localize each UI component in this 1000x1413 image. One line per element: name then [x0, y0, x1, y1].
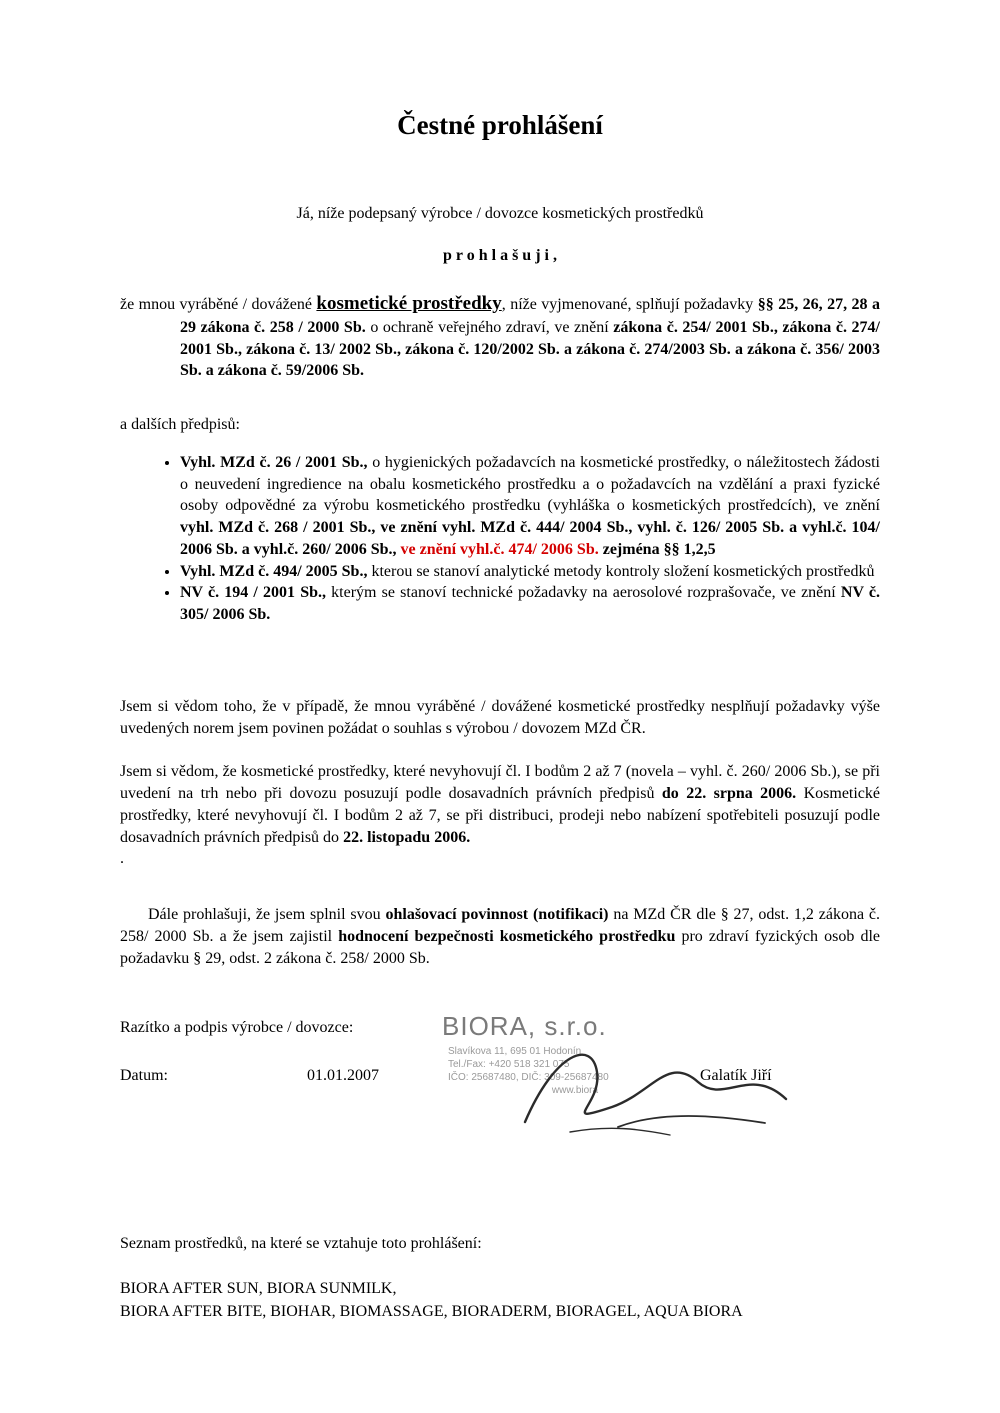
stamp-phone: Tel./Fax: +420 518 321 075	[448, 1059, 570, 1071]
signer-name: Galatík Jiří	[700, 1067, 772, 1085]
date-label: Datum:	[120, 1067, 168, 1085]
stamp-address: Slavíkova 11, 695 01 Hodonín	[448, 1046, 582, 1058]
notification-paragraph: Dále prohlašuji, že jsem splnil svou ohlašovací povinnost (notifikaci) na MZd ČR dle § 27, odst. 1,2 zákona č. 258/ 2000 Sb. a že jsem zajistil hodnocení bezpečnosti kosmetického prostředku pro zdraví fyzických osob dle požadavku § 29, odst. 2 zákona č. 258/ 2000 Sb.	[120, 906, 881, 967]
date-value: 01.01.2007	[307, 1067, 379, 1085]
signature-scribble	[500, 1027, 800, 1147]
intro-subject-line: Já, níže podepsaný výrobce / dovozce kosmetických prostředků	[296, 205, 704, 222]
signature-area	[120, 1011, 880, 1169]
product-list-heading: Seznam prostředků, na které se vztahuje toto prohlášení:	[120, 1235, 482, 1253]
stamp-company-name: BIORA, s.r.o.	[442, 1011, 607, 1042]
stamp-registration: IČO: 25687480, DIČ: 309-25687480	[448, 1072, 609, 1084]
stray-period: .	[120, 850, 124, 868]
document-title: Čestné prohlášení	[397, 110, 603, 140]
regulations-intro-label: a dalších předpisů:	[120, 416, 240, 434]
stamp-signature-label: Razítko a podpis výrobce / dovozce:	[120, 1019, 354, 1037]
awareness-paragraph-2: Jsem si vědom, že kosmetické prostředky, které nevyhovují čl. I bodům 2 až 7 (novela – vyhl. č. 260/ 2006 Sb.), se při uvedení na trh nebo při dovozu posuzují podle dosavadních právních předpisů do 22. srpna 2006. Kosmetické prostředky, které nevyhovují čl. I bodům 2 až 7, se při distribuci, prodeji nebo nabízení spotřebiteli posuzují podle dosavadních právních předpisů do 22. listopadu 2006.	[120, 763, 881, 846]
document-content	[0, 110, 1000, 1323]
stamp-website: www.biora	[551, 1085, 599, 1097]
awareness-paragraph-1: Jsem si vědom toho, že v případě, že mnou vyráběné / dovážené kosmetické prostředky nesplňují požadavky výše uvedených norem jsem povinen požádat o souhlas s výrobou / dovozem MZd ČR.	[120, 697, 880, 737]
product-line: BIORA AFTER BITE, BIOHAR, BIOMASSAGE, BIORADERM, BIORAGEL, AQUA BIORA	[120, 1303, 743, 1321]
declaration-keyword: p r o h l a š u j i ,	[443, 247, 557, 264]
product-line: BIORA AFTER SUN, BIORA SUNMILK,	[120, 1280, 397, 1298]
regulations-list	[120, 452, 880, 626]
product-list	[120, 1277, 880, 1323]
regulation-item: • Vyhl. MZd č. 26 / 2001 Sb., o hygienických požadavcích na kosmetické prostředky, o náležitostech žádosti o neuvedení ingredience na obalu kosmetického prostředku a o požadavcích na vzdělání a praxi fyzické osoby odpovědné za výrobu kosmetického prostředku (vyhláška o kosmetických prostředcích), ve znění vyhl. MZd č. 268 / 2001 Sb., ve znění vyhl. MZd č. 444/ 2004 Sb., vyhl. č. 126/ 2005 Sb. a vyhl.č. 104/ 2006 Sb. a vyhl.č. 260/ 2006 Sb., ve znění vyhl.č. 474/ 2006 Sb. zejména §§ 1,2,5	[180, 452, 880, 561]
regulation-item: • Vyhl. MZd č. 494/ 2005 Sb., kterou se stanoví analytické metody kontroly složení kosmetických prostředků	[180, 561, 880, 583]
declaration-paragraph: že mnou vyráběné / dovážené kosmetické prostředky, níže vyjmenované, splňují požadavky §§ 25, 26, 27, 28 a 29 zákona č. 258 / 2000 Sb. o ochraně veřejného zdraví, ve znění zákona č. 254/ 2001 Sb., zákona č. 274/ 2001 Sb., zákona č. 13/ 2002 Sb., zákona č. 120/2002 Sb. a zákona č. 274/2003 Sb. a zákona č. 356/ 2003 Sb. a zákona č. 59/2006 Sb.	[120, 293, 881, 380]
regulation-item: • NV č. 194 / 2001 Sb., kterým se stanoví technické požadavky na aerosolové rozprašovače, ve znění NV č. 305/ 2006 Sb.	[180, 582, 880, 626]
